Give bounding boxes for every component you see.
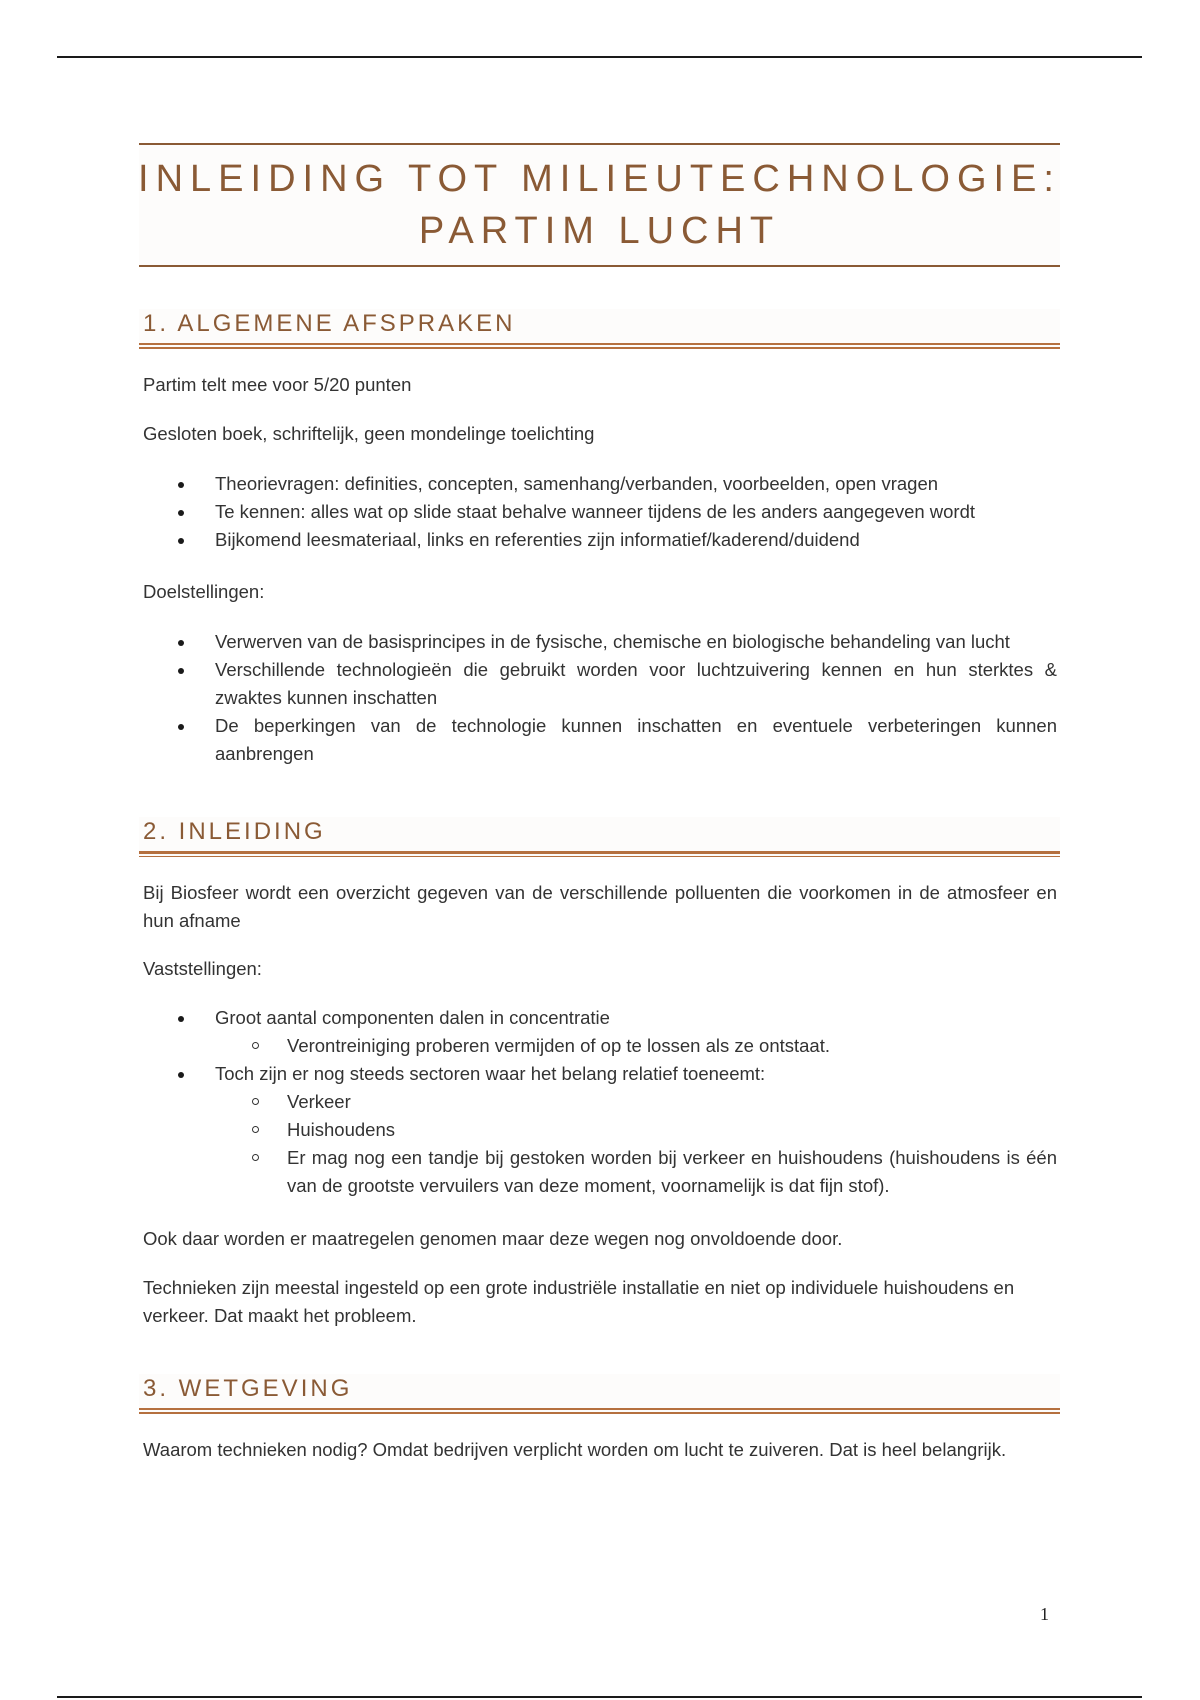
- section-1-paragraph-points: Partim telt mee voor 5/20 punten: [143, 374, 412, 395]
- sub-list: [215, 1032, 1057, 1060]
- section-1-heading: [139, 309, 1060, 349]
- bullet-icon: [178, 510, 184, 516]
- section-2-paragraph-techniques: Technieken zijn meestal ingesteld op een grote industriële installatie en niet op individuele huishoudens en verkeer. Dat maakt het probleem.: [143, 1277, 1015, 1326]
- circle-bullet-icon: [252, 1154, 259, 1161]
- section-1-goals-label: Doelstellingen:: [143, 581, 265, 602]
- section-3-heading-rule: [139, 1408, 1060, 1414]
- section-2-heading: [139, 817, 1060, 857]
- sub-list-item: [215, 1144, 1057, 1200]
- section-2-bullet-list: [139, 1004, 1057, 1200]
- section-2-heading-rule: [139, 851, 1060, 857]
- list-item: [139, 526, 1057, 554]
- list-item: [139, 712, 1057, 768]
- list-item: [139, 628, 1057, 656]
- list-item: [139, 498, 1057, 526]
- document-title-block: [139, 143, 1060, 267]
- section-3-heading: [139, 1374, 1060, 1414]
- section-1-heading-text: 1. ALGEMENE AFSPRAKEN: [143, 310, 516, 337]
- sub-list-item-text: Er mag nog een tandje bij gestoken worden bij verkeer en huishoudens (huishoudens is één van de grootste vervuilers van deze moment, voornamelijk is dat fijn stof).: [287, 1147, 1057, 1196]
- list-item-text: Toch zijn er nog steeds sectoren waar het belang relatief toeneemt:: [215, 1063, 766, 1084]
- section-2-paragraph-measures: Ook daar worden er maatregelen genomen maar deze wegen nog onvoldoende door.: [143, 1228, 843, 1249]
- section-3-heading-text: 3. WETGEVING: [143, 1375, 353, 1402]
- document-title-line-1: INLEIDING TOT MILIEUTECHNOLOGIE:: [138, 158, 1061, 200]
- document-title-line-2: PARTIM LUCHT: [418, 210, 781, 252]
- bullet-icon: [178, 1016, 184, 1022]
- list-item-text: Groot aantal componenten dalen in concentratie: [215, 1007, 610, 1028]
- circle-bullet-icon: [252, 1098, 259, 1105]
- bullet-icon: [178, 640, 184, 646]
- list-item-text: Te kennen: alles wat op slide staat behalve wanneer tijdens de les anders aangegeven wordt: [215, 501, 976, 522]
- sub-list: [215, 1088, 1057, 1200]
- list-item-text: Verschillende technologieën die gebruikt worden voor luchtzuivering kennen en hun sterktes & zwaktes kunnen inschatten: [215, 659, 1057, 708]
- section-3-paragraph-legislation: Waarom technieken nodig? Omdat bedrijven verplicht worden om lucht te zuiveren. Dat is heel belangrijk.: [143, 1439, 1007, 1460]
- list-item-text: Theorievragen: definities, concepten, samenhang/verbanden, voorbeelden, open vragen: [215, 473, 939, 494]
- circle-bullet-icon: [252, 1042, 259, 1049]
- section-1-goals-list: [139, 628, 1057, 768]
- list-item: [139, 1060, 1057, 1200]
- section-1-bullet-list: [139, 470, 1057, 554]
- section-2-paragraph-biosfeer: Bij Biosfeer wordt een overzicht gegeven van de verschillende polluenten die voorkomen in de atmosfeer en hun afname: [143, 882, 1057, 931]
- list-item-text: De beperkingen van de technologie kunnen inschatten en eventuele verbeteringen kunnen aanbrengen: [215, 715, 1057, 764]
- section-2-heading-text: 2. INLEIDING: [143, 818, 326, 845]
- page-top-rule: [57, 56, 1142, 58]
- list-item: [139, 656, 1057, 712]
- sub-list-item-text: Huishoudens: [287, 1119, 395, 1140]
- sub-list-item-text: Verkeer: [287, 1091, 351, 1112]
- sub-list-item: [215, 1088, 1057, 1116]
- page-bottom-rule: [57, 1696, 1142, 1698]
- section-1-paragraph-exam: Gesloten boek, schriftelijk, geen mondelinge toelichting: [143, 423, 595, 444]
- bullet-icon: [178, 1072, 184, 1078]
- bullet-icon: [178, 668, 184, 674]
- sub-list-item: [215, 1116, 1057, 1144]
- page-number: 1: [1040, 1604, 1049, 1624]
- section-1-heading-rule: [139, 343, 1060, 349]
- list-item: [139, 470, 1057, 498]
- bullet-icon: [178, 724, 184, 730]
- sub-list-item-text: Verontreiniging proberen vermijden of op te lossen als ze ontstaat.: [287, 1035, 830, 1056]
- sub-list-item: [215, 1032, 1057, 1060]
- bullet-icon: [178, 538, 184, 544]
- list-item-text: Verwerven van de basisprincipes in de fysische, chemische en biologische behandeling van lucht: [215, 631, 1010, 652]
- bullet-icon: [178, 482, 184, 488]
- section-2-findings-label: Vaststellingen:: [143, 958, 262, 979]
- list-item-text: Bijkomend leesmateriaal, links en referenties zijn informatief/kaderend/duidend: [215, 529, 860, 550]
- circle-bullet-icon: [252, 1126, 259, 1133]
- list-item: [139, 1004, 1057, 1060]
